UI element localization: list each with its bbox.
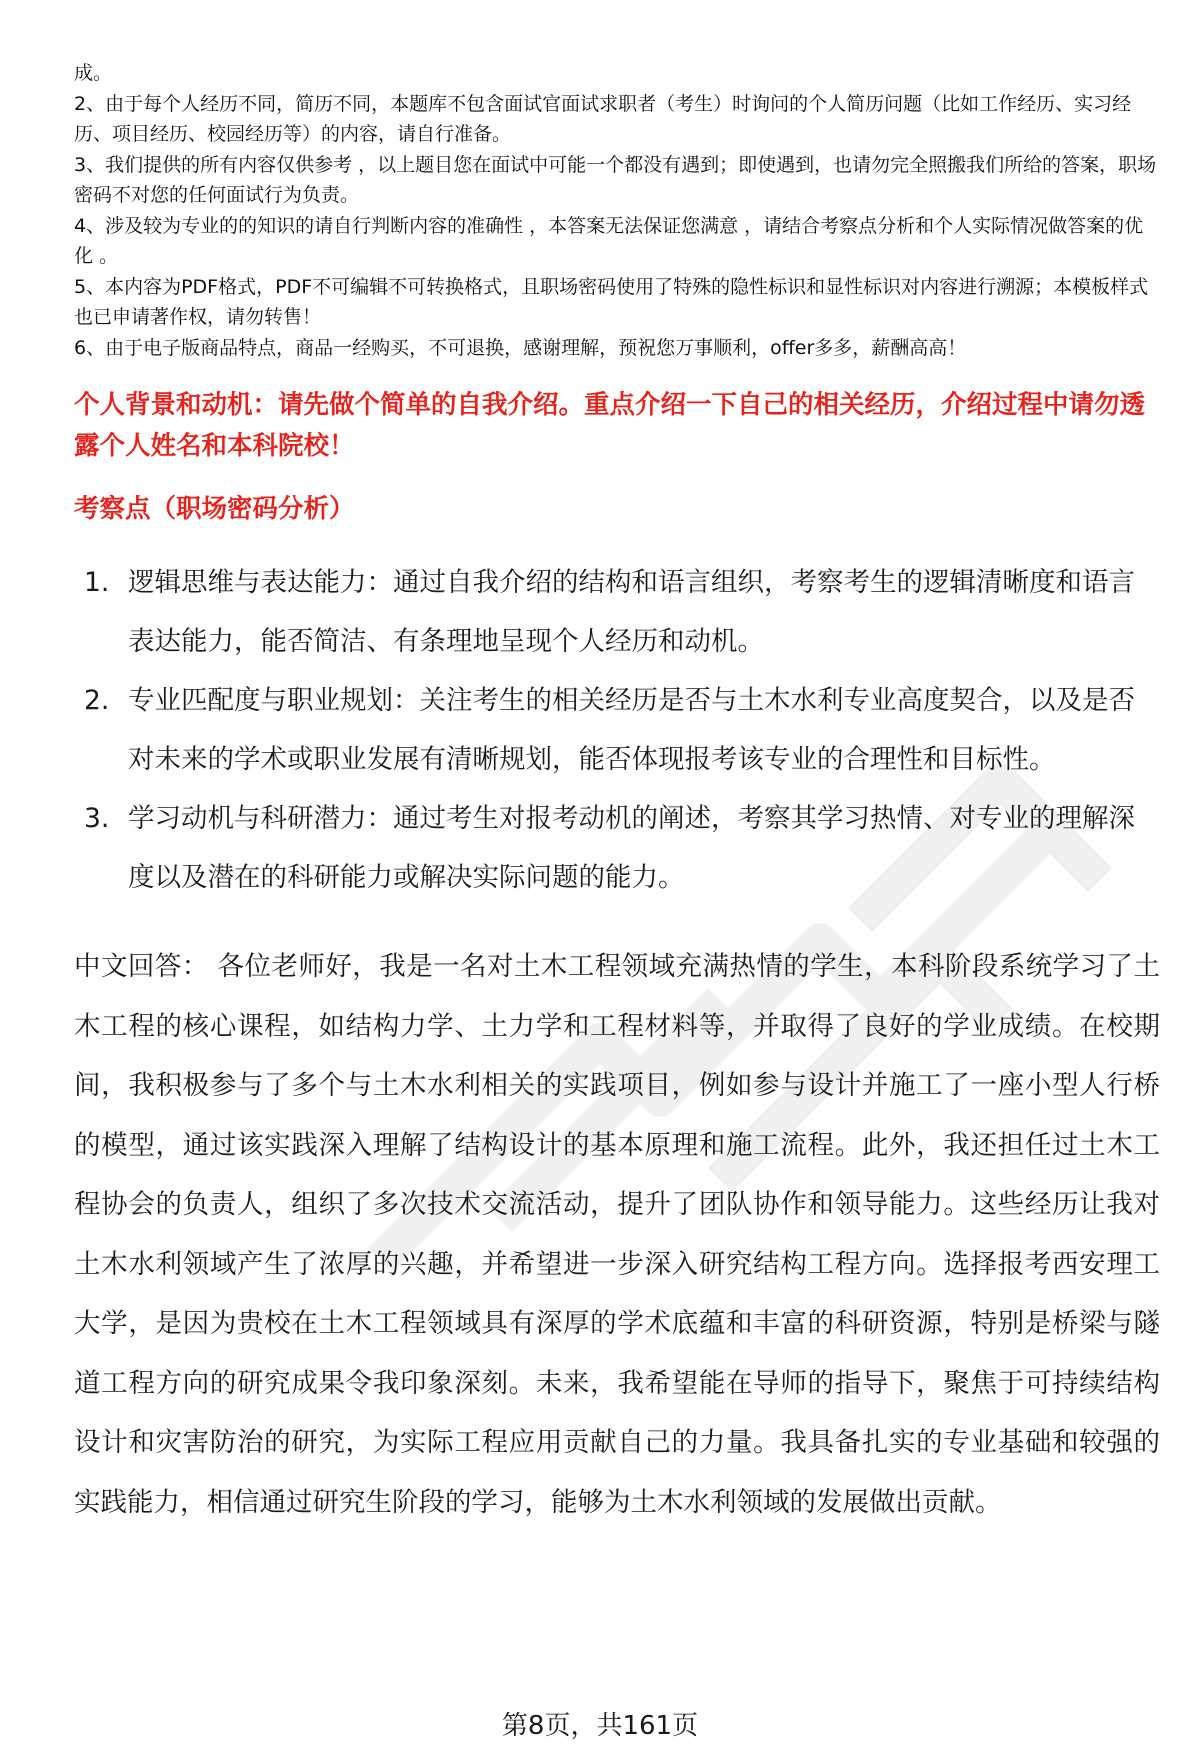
disclaimer-notes [74, 58, 1160, 363]
interview-question: 个人背景和动机：请先做个简单的自我介绍。重点介绍一下自己的相关经历，介绍过程中请勿透露个人姓名和本科院校！ [74, 390, 1146, 461]
exam-point-item [74, 789, 1160, 907]
exam-point-text: 专业匹配度与职业规划：关注考生的相关经历是否与土木水利专业高度契合，以及是否对未来的学术或职业发展有清晰规划，能否体现报考该专业的合理性和目标性。 [128, 685, 1135, 775]
exam-points-heading: 考察点（职场密码分析） [74, 494, 355, 524]
exam-point-item [74, 671, 1160, 789]
note-line-6: 6、由于电子版商品特点，商品一经购买，不可退换，感谢理解，预祝您万事顺利，offer多多，薪酬高高！ [74, 336, 967, 359]
exam-point-number: 3. [84, 803, 110, 834]
exam-points-list [74, 553, 1160, 907]
exam-point-number: 1. [84, 567, 110, 598]
chinese-answer-paragraph: 中文回答： 各位老师好，我是一名对土木工程领域充满热情的学生，本科阶段系统学习了土木工程的核心课程，如结构力学、土力学和工程材料等，并取得了良好的学业成绩。在校期间，我积极参与了多个与土木水利相关的实践项目，例如参与设计并施工了一座小型人行桥的模型，通过该实践深入理解了结构设计的基本原理和施工流程。此外，我还担任过土木工程协会的负责人，组织了多次技术交流活动，提升了团队协作和领导能力。这些经历让我对土木水利领域产生了浓厚的兴趣，并希望进一步深入研究结构工程方向。选择报考西安理工大学，是因为贵校在土木工程领域具有深厚的学术底蕴和丰富的科研资源，特别是桥梁与隧道工程方向的研究成果令我印象深刻。未来，我希望能在导师的指导下，聚焦于可持续结构设计和灾害防治的研究，为实际工程应用贡献自己的力量。我具备扎实的专业基础和较强的实践能力，相信通过研究生阶段的学习，能够为土木水利领域的发展做出贡献。 [74, 951, 1160, 1518]
note-line-2: 2、由于每个人经历不同，简历不同，本题库不包含面试官面试求职者（考生）时询问的个人简历问题（比如工作经历、实习经历、项目经历、校园经历等）的内容，请自行准备。 [74, 92, 1132, 145]
note-line-4: 4、涉及较为专业的的知识的请自行判断内容的准确性 ，本答案无法保证您满意 ，请结合考察点分析和个人实际情况做答案的优化 。 [74, 214, 1144, 267]
note-line-3: 3、我们提供的所有内容仅供参考 ，以上题目您在面试中可能一个都没有遇到；即使遇到，也请勿完全照搬我们所给的答案，职场密码不对您的任何面试行为负责。 [74, 153, 1157, 206]
exam-point-text: 逻辑思维与表达能力：通过自我介绍的结构和语言组织，考察考生的逻辑清晰度和语言表达能力，能否简洁、有条理地呈现个人经历和动机。 [128, 567, 1135, 657]
document-page [74, 58, 1160, 1532]
page-number-footer: 第8页，共161页 [501, 1711, 699, 1741]
exam-point-item [74, 553, 1160, 671]
note-line-1: 成。 [74, 62, 113, 84]
exam-point-text: 学习动机与科研潜力：通过考生对报考动机的阐述，考察其学习热情、对专业的理解深度以及潜在的科研能力或解决实际问题的能力。 [128, 803, 1135, 893]
note-line-5: 5、本内容为PDF格式，PDF不可编辑不可转换格式，且职场密码使用了特殊的隐性标识和显性标识对内容进行溯源；本模板样式也已申请著作权，请勿转售！ [74, 275, 1149, 328]
exam-point-number: 2. [84, 685, 110, 716]
